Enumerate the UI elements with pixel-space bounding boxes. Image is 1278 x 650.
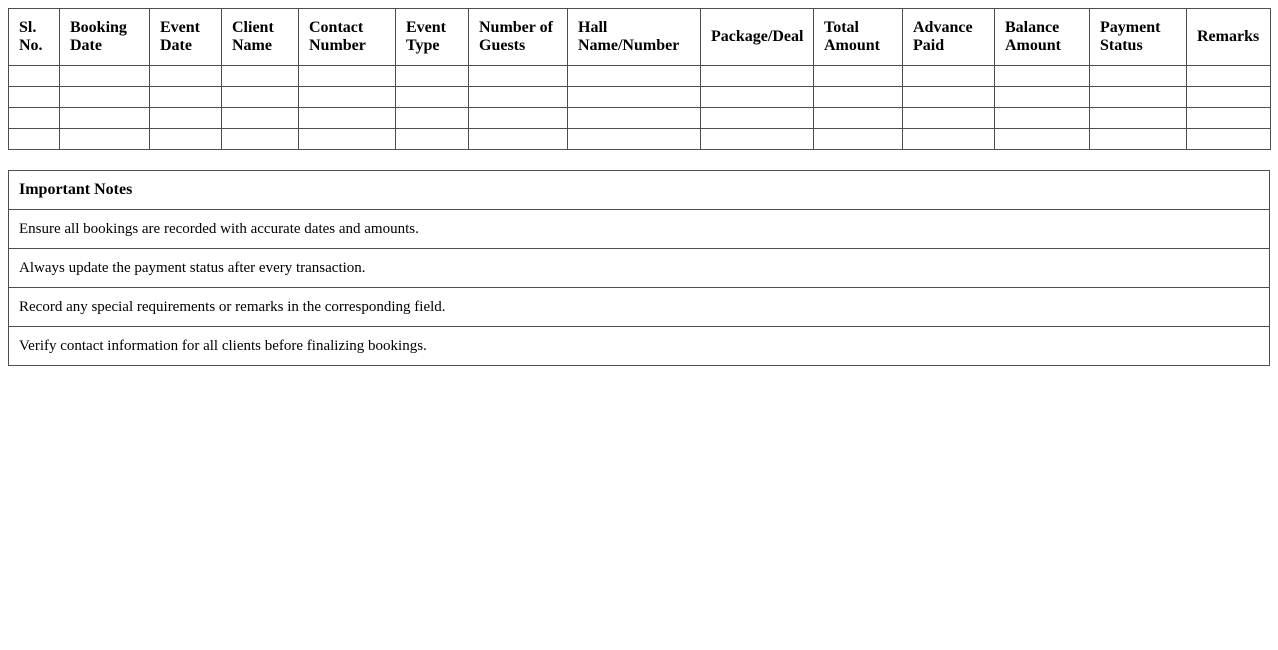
note-item: Always update the payment status after every transaction. <box>9 249 1270 288</box>
column-header-line: Paid <box>913 37 945 54</box>
column-header-line: Sl. <box>19 19 37 36</box>
table-cell[interactable] <box>222 108 299 129</box>
table-cell[interactable] <box>903 66 995 87</box>
table-cell[interactable] <box>469 66 568 87</box>
table-cell[interactable] <box>222 87 299 108</box>
note-row <box>9 327 1270 366</box>
column-header-line: Name/Number <box>578 37 680 54</box>
column-header <box>222 9 299 66</box>
table-cell[interactable] <box>396 108 469 129</box>
document-body <box>8 8 1270 366</box>
column-header-line: Status <box>1100 37 1143 54</box>
table-cell[interactable] <box>1187 66 1271 87</box>
notes-title-row <box>9 171 1270 210</box>
table-cell[interactable] <box>701 129 814 150</box>
table-row <box>9 108 1271 129</box>
table-cell[interactable] <box>222 129 299 150</box>
table-cell[interactable] <box>903 87 995 108</box>
header-row <box>9 9 1271 66</box>
column-header-line: Event <box>406 19 446 36</box>
column-header-line: Remarks <box>1197 28 1260 45</box>
table-cell[interactable] <box>299 87 396 108</box>
table-cell[interactable] <box>995 87 1090 108</box>
column-header <box>995 9 1090 66</box>
column-header-line: Contact <box>309 19 364 36</box>
column-header-line: No. <box>19 37 43 54</box>
notes-title: Important Notes <box>9 171 1270 210</box>
column-header <box>150 9 222 66</box>
column-header-line: Balance <box>1005 19 1060 36</box>
table-cell[interactable] <box>568 108 701 129</box>
important-notes-table <box>8 170 1270 366</box>
column-header-line: Number of <box>479 19 553 36</box>
column-header <box>60 9 150 66</box>
column-header <box>814 9 903 66</box>
table-cell[interactable] <box>1187 129 1271 150</box>
table-cell[interactable] <box>60 87 150 108</box>
table-row <box>9 66 1271 87</box>
table-cell[interactable] <box>9 66 60 87</box>
table-cell[interactable] <box>814 129 903 150</box>
column-header-line: Amount <box>1005 37 1062 54</box>
table-cell[interactable] <box>568 129 701 150</box>
table-cell[interactable] <box>9 108 60 129</box>
column-header <box>903 9 995 66</box>
table-cell[interactable] <box>150 87 222 108</box>
column-header <box>1187 9 1271 66</box>
table-cell[interactable] <box>995 66 1090 87</box>
column-header <box>299 9 396 66</box>
table-cell[interactable] <box>701 66 814 87</box>
column-header-line: Guests <box>479 37 526 54</box>
column-header-line: Type <box>406 37 440 54</box>
table-cell[interactable] <box>568 66 701 87</box>
table-cell[interactable] <box>9 87 60 108</box>
table-cell[interactable] <box>1090 129 1187 150</box>
table-cell[interactable] <box>1090 87 1187 108</box>
column-header-line: Name <box>232 37 272 54</box>
table-cell[interactable] <box>701 108 814 129</box>
table-cell[interactable] <box>150 108 222 129</box>
note-row <box>9 249 1270 288</box>
table-cell[interactable] <box>814 108 903 129</box>
table-cell[interactable] <box>150 129 222 150</box>
column-header <box>701 9 814 66</box>
note-row <box>9 210 1270 249</box>
column-header <box>469 9 568 66</box>
column-header-line: Number <box>309 37 366 54</box>
note-item: Verify contact information for all clients before finalizing bookings. <box>9 327 1270 366</box>
note-row <box>9 288 1270 327</box>
column-header-line: Hall <box>578 19 608 36</box>
table-cell[interactable] <box>299 66 396 87</box>
table-cell[interactable] <box>1187 87 1271 108</box>
table-cell[interactable] <box>1090 108 1187 129</box>
table-cell[interactable] <box>150 66 222 87</box>
table-cell[interactable] <box>60 66 150 87</box>
table-cell[interactable] <box>469 129 568 150</box>
table-cell[interactable] <box>469 87 568 108</box>
column-header-line: Amount <box>824 37 881 54</box>
table-cell[interactable] <box>814 66 903 87</box>
booking-table <box>8 8 1271 150</box>
note-item: Ensure all bookings are recorded with accurate dates and amounts. <box>9 210 1270 249</box>
column-header-line: Date <box>70 37 102 54</box>
column-header-line: Client <box>232 19 274 36</box>
column-header-line: Package/Deal <box>711 28 804 45</box>
table-cell[interactable] <box>701 87 814 108</box>
column-header <box>9 9 60 66</box>
table-row <box>9 129 1271 150</box>
note-item: Record any special requirements or remarks in the corresponding field. <box>9 288 1270 327</box>
column-header <box>568 9 701 66</box>
table-cell[interactable] <box>299 129 396 150</box>
table-cell[interactable] <box>396 66 469 87</box>
table-cell[interactable] <box>396 129 469 150</box>
table-cell[interactable] <box>1090 66 1187 87</box>
table-cell[interactable] <box>60 108 150 129</box>
booking-table-header <box>9 9 1271 66</box>
column-header-line: Total <box>824 19 859 36</box>
table-cell[interactable] <box>903 108 995 129</box>
table-cell[interactable] <box>469 108 568 129</box>
column-header-line: Booking <box>70 19 127 36</box>
table-cell[interactable] <box>903 129 995 150</box>
table-cell[interactable] <box>995 108 1090 129</box>
column-header-line: Event <box>160 19 200 36</box>
column-header-line: Payment <box>1100 19 1161 36</box>
table-cell[interactable] <box>568 87 701 108</box>
column-header <box>1090 9 1187 66</box>
column-header <box>396 9 469 66</box>
column-header-line: Date <box>160 37 192 54</box>
table-cell[interactable] <box>60 129 150 150</box>
table-cell[interactable] <box>299 108 396 129</box>
table-cell[interactable] <box>1187 108 1271 129</box>
table-cell[interactable] <box>396 87 469 108</box>
table-cell[interactable] <box>222 66 299 87</box>
table-row <box>9 87 1271 108</box>
column-header-line: Advance <box>913 19 973 36</box>
table-cell[interactable] <box>9 129 60 150</box>
table-cell[interactable] <box>814 87 903 108</box>
booking-table-body <box>9 66 1271 150</box>
table-cell[interactable] <box>995 129 1090 150</box>
